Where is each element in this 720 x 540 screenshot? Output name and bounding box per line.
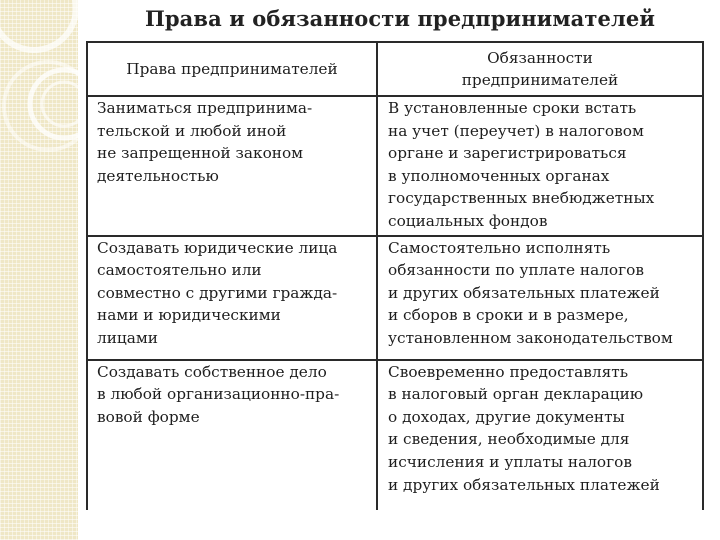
duty-cell (377, 236, 703, 360)
header-rights-label: Права предпринимателей (126, 60, 338, 78)
page-title: Права и обязанности предпринимателей (144, 6, 656, 31)
table-row (87, 236, 703, 360)
right-cell (87, 96, 377, 236)
right-cell (87, 236, 377, 360)
table-header-row (87, 42, 703, 96)
right-cell (87, 360, 377, 510)
decorative-circles (0, 0, 78, 540)
duty-text: Самостоятельно исполнять обязанности по уплате налогов и других обязательных платежей и сборов в сроки и в размере, установленном законодательством (388, 238, 673, 347)
decorative-sidebar (0, 0, 78, 540)
header-rights (87, 42, 377, 96)
duty-text: В установленные сроки встать на учет (переучет) в налоговом органе и зарегистрироваться в уполномоченных органах государственных внебюджетных социальных фондов (388, 99, 655, 230)
table-row (87, 96, 703, 236)
header-duties-label: Обязанности предпринимателей (461, 49, 619, 89)
rights-duties-table (86, 41, 704, 510)
table-row (87, 360, 703, 510)
right-text: Создавать собственное дело в любой организационно-пра- вовой форме (97, 362, 340, 426)
duty-text: Своевременно предоставлять в налоговый орган декларацию о доходах, другие документы и сведения, необходимые для исчисления и уплаты налогов и других обязательных платежей (388, 362, 660, 494)
right-text: Создавать юридические лица самостоятельно или совместно с другими гражда- нами и юридическими лицами (97, 238, 338, 347)
header-duties (377, 42, 703, 96)
duty-cell (377, 360, 703, 510)
right-text: Заниматься предпринима- тельской и любой иной не запрещенной законом деятельностью (97, 99, 313, 185)
duty-cell (377, 96, 703, 236)
